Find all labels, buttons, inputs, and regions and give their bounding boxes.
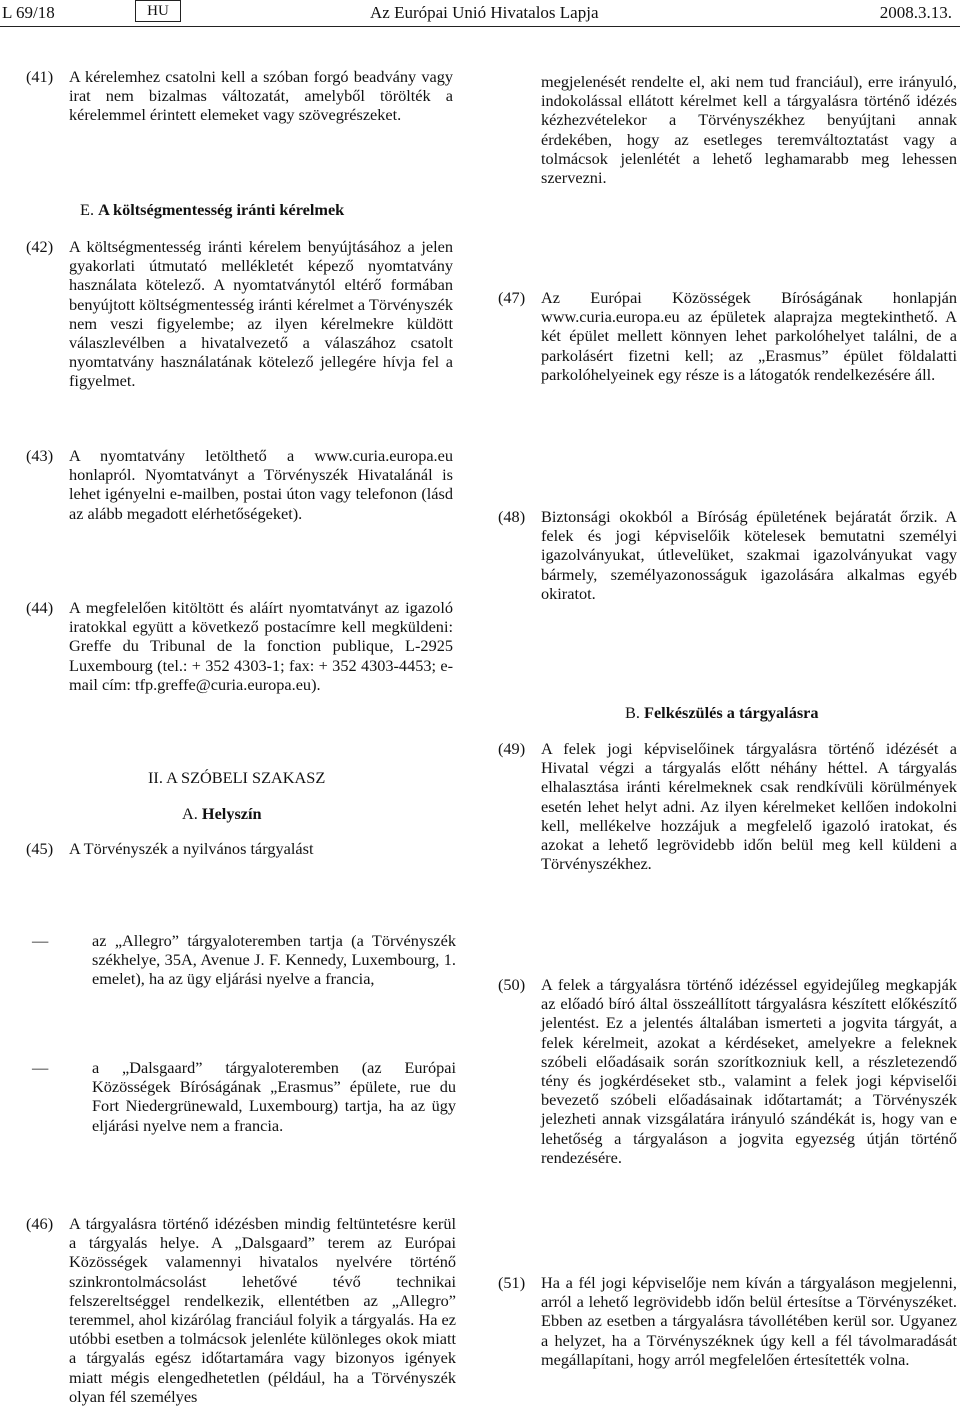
paragraph-number: (51): [498, 1273, 526, 1292]
paragraph-text: A nyomtatvány letölthető a www.curia.europa.eu honlapról. Nyomtatványt a Törvényszék Hivatalánál is lehet igényelni e-mailben, postai úton vagy telefonon (lásd az alább megadott elérhetőségeket).: [69, 446, 453, 523]
publication-date: 2008.3.13.: [879, 3, 952, 22]
paragraph-text: A Törvényszék a nyilvános tárgyalást: [69, 839, 314, 858]
header-rule: [0, 26, 960, 27]
paragraph-number: (46): [26, 1214, 54, 1233]
paragraph-number: (47): [498, 288, 526, 307]
paragraph-46-continued: [541, 72, 957, 187]
paragraph-text: A felek a tárgyalásra történő idézéssel egyidejűleg megkapják az előadó bíró által összeállított tárgyalásra készített előkészítő jelentést. Ez a jelentés általában ismerteti a jogvita tárgyát, a felek kérelmeit, azokat a kérdéseket, amelyekre a feleknek szóbeli előadásaik során szorítkozniuk kell, a részletezendő tény és jogkérdéseket stb., valamint a felek jogi képviselői bevezető szóbeli előadásainak időtartamát; a Törvényszék jelezheti annak vizsgálatára irányuló szándékát is, hogy van e lehetőség a tárgyaláson a jogvita egyezség útján történő rendezésére.: [541, 975, 957, 1167]
paragraph-42: [26, 237, 453, 391]
heading-prefix: B.: [625, 703, 640, 722]
paragraph-48: [498, 507, 957, 603]
paragraph-number: (48): [498, 507, 526, 526]
heading-prefix: A.: [182, 804, 198, 823]
heading-a: [182, 804, 262, 823]
dash-text: a „Dalsgaard” tárgyaloteremben (az Európai Közösségek Bíróságának „Erasmus” épülete, rue du Fort Niedergrünewald, Luxembourg) tartja, ha az ügy eljárási nyelve nem a francia.: [92, 1058, 456, 1135]
paragraph-number: (41): [26, 67, 54, 86]
paragraph-51: [498, 1273, 957, 1369]
page-reference: L 69/18: [2, 3, 55, 22]
dash-text: az „Allegro” tárgyaloteremben tartja (a Törvényszék székhelye, 35A, Avenue J. F. Kennedy, Luxembourg, 1. emelet), ha az ügy eljárási nyelve a francia,: [92, 931, 456, 989]
paragraph-45: [26, 839, 453, 858]
heading-title: Helyszín: [201, 804, 262, 823]
paragraph-text: A kérelemhez csatolni kell a szóban forgó beadvány vagy irat nem bizalmas változatát, amelyből törölték a kérelemmel érintett elemeket vagy szövegrészeket.: [69, 67, 453, 125]
paragraph-text: Ha a fél jogi képviselője nem kíván a tárgyaláson megjelenni, arról a lehető legrövidebb időn belül értesítse a Törvényszéket. Ebben az esetben a tárgyalásra távollétében kerül sor. Ugyanez a helyzet, ha a Törvényszéknek úgy kell a fél távolmaradását megállapítani, hogy arról megfelelően értesítették volna.: [541, 1273, 957, 1369]
paragraph-text: A felek jogi képviselőinek tárgyalásra történő idézését a Hivatal végzi a tárgyalás előtt néhány héttel. A tárgyalás elhalasztása iránti kérelmeknek csak rendkívüli körülmények esetén lehet helyt adni. Az ilyen kérelmeket kellően indokolni kell, mellékelve hozzájuk a megfelelő igazoló iratokat, és azokat a lehető legrövidebb időn belül meg kell küldeni a Törvényszékhez.: [541, 739, 957, 874]
paragraph-47: [498, 288, 957, 384]
heading-e: [80, 200, 344, 219]
language-badge: HU: [135, 0, 181, 22]
paragraph-text: Az Európai Közösségek Bíróságának honlapján www.curia.europa.eu az épületek alaprajza megtekinthető. A két épület mellett könnyen lehet parkolóhelyet találni, de a parkolásért fizetni kell; az „Erasmus” épület földalatti parkolóhelyeinek egy része is a látogatók rendelkezésére áll.: [541, 288, 957, 384]
paragraph-text: A költségmentesség iránti kérelem benyújtásához a jelen gyakorlati útmutató mellékletét képező nyomtatvány használata kötelező. A nyomtatványtól eltérő formában benyújtott költségmentesség iránti kérelmet a Törvényszék nem veszi figyelembe; az ilyen kérelmekre küldött válaszlevélben a hivatalvezető a válaszához csatolt nyomtatvány használatának kötelező jellegére hívja fel a figyelmet.: [69, 237, 453, 391]
page-header: [0, 0, 960, 26]
heading-title: A költségmentesség iránti kérelmek: [98, 200, 345, 219]
paragraph-41: [26, 67, 453, 125]
dash-item-dalsgaard: [26, 1058, 456, 1135]
heading-title: Felkészülés a tárgyalásra: [644, 703, 819, 722]
paragraph-number: (44): [26, 598, 54, 617]
paragraph-number: (45): [26, 839, 54, 858]
paragraph-text: Biztonsági okokból a Bíróság épületének bejáratát őrzik. A felek és jogi képviselőik kötelesek bemutatni személyi igazolványukat, útlevelüket, szakmai igazolványukat vagy bármely, személyazonosságuk igazolására alkalmas egyéb okiratot.: [541, 507, 957, 603]
dash-item-allegro: [26, 931, 456, 989]
paragraph-text: A tárgyalásra történő idézésben mindig feltüntetésre kerül a tárgyalás helye. A „Dalsgaard” terem az Európai Közösségek valamennyi hivatalos nyelvére történő szinkrontolmácsolást lehetővé tévő technikai felszereltséggel rendelkezik, ellentétben az „Allegro” teremmel, ahol kizárólag franciául folyik a tárgyalás. Ha ez utóbbi esetben a tolmácsok jelenléte különleges okok miatt a tárgyalás egész időtartamára vagy bizonyos igények miatt mégis elengedhetetlen (például, ha a Törvényszék olyan fél személyes: [69, 1214, 456, 1406]
dash-marker: —: [32, 931, 49, 950]
section-title: II. A SZÓBELI SZAKASZ: [148, 768, 326, 787]
paragraph-50: [498, 975, 957, 1167]
paragraph-number: (50): [498, 975, 526, 994]
paragraph-number: (49): [498, 739, 526, 758]
journal-title: Az Európai Unió Hivatalos Lapja: [370, 3, 599, 22]
paragraph-number: (42): [26, 237, 54, 256]
dash-marker: —: [32, 1058, 49, 1077]
paragraph-number: (43): [26, 446, 54, 465]
heading-b: [625, 703, 819, 722]
paragraph-43: [26, 446, 453, 523]
heading-prefix: E.: [80, 200, 95, 219]
paragraph-text: A megfelelően kitöltött és aláírt nyomtatványt az igazoló iratokkal együtt a következő postacímre kell megküldeni: Greffe du Tribunal de la fonction publique, L-2925 Luxembourg (tel.: + 352 4303-1; fax: + 352 4303-4453; e-mail cím: tfp.greffe@curia.europa.eu).: [69, 598, 453, 694]
paragraph-46: [26, 1214, 456, 1406]
paragraph-text: megjelenését rendelte el, aki nem tud franciául), erre irányuló, indokolással ellátott kérelmet kell a tárgyalásra történő idézés kézhezvételekor a Törvényszékhez benyújtani annak érdekében, hogy az esetleges teremváltoztatást vagy a tolmácsok jelenlétét a lehető leghamarabb meg lehessen szervezni.: [541, 72, 957, 188]
paragraph-44: [26, 598, 453, 694]
paragraph-49: [498, 739, 957, 873]
